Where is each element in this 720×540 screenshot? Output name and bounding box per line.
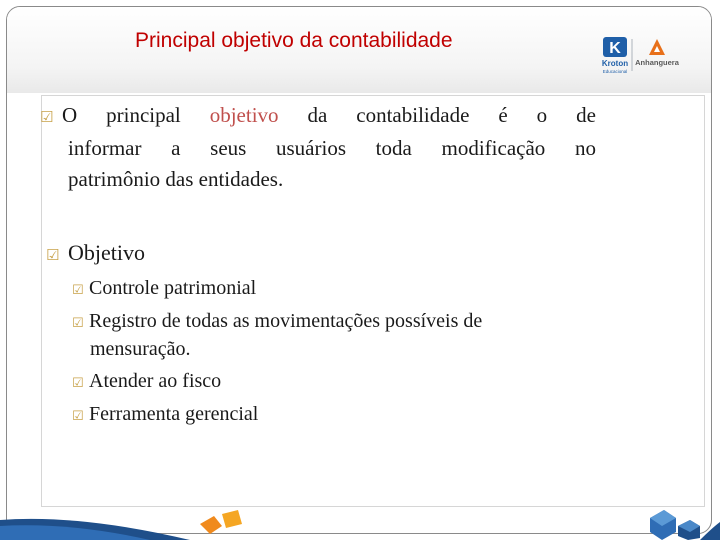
slide-title: Principal objetivo da contabilidade bbox=[135, 29, 453, 52]
paragraph-line-3: patrimônio das entidades. bbox=[68, 167, 284, 191]
slide-frame bbox=[6, 6, 712, 534]
list-item bbox=[72, 366, 221, 399]
section-heading-text: Objetivo bbox=[68, 240, 145, 265]
word: no bbox=[574, 136, 596, 160]
list-item-text: Ferramenta gerencial bbox=[89, 403, 259, 425]
paragraph-line-2 bbox=[40, 133, 596, 164]
footer-decoration bbox=[0, 500, 720, 540]
word: é bbox=[498, 103, 508, 127]
word: toda bbox=[375, 136, 412, 160]
word: usuários bbox=[276, 136, 346, 160]
list-item bbox=[72, 399, 258, 432]
word: seus bbox=[210, 136, 247, 160]
list-item-continuation: mensuração. bbox=[90, 338, 191, 360]
word: modificação bbox=[441, 136, 546, 160]
paragraph-line-1 bbox=[40, 100, 596, 133]
list-item bbox=[72, 273, 256, 306]
footer-orange-shape bbox=[200, 516, 222, 534]
word: informar bbox=[68, 136, 142, 160]
list-item-text: Registro de todas as movimentações possíveis de bbox=[89, 310, 483, 332]
list-item-text: Atender ao fisco bbox=[89, 370, 222, 392]
bullet-icon: ☑ bbox=[40, 108, 54, 126]
bullet-icon: ☑ bbox=[72, 376, 84, 391]
bullet-icon: ☑ bbox=[46, 246, 60, 264]
intro-paragraph bbox=[40, 100, 596, 195]
word: a bbox=[171, 136, 181, 160]
word: o bbox=[536, 103, 548, 127]
word: de bbox=[576, 103, 596, 127]
bullet-icon: ☑ bbox=[72, 409, 84, 424]
highlighted-word: objetivo bbox=[209, 103, 279, 127]
kroton-name: Kroton bbox=[601, 59, 629, 68]
kroton-letter: K bbox=[609, 40, 621, 57]
anhanguera-name: Anhanguera bbox=[635, 58, 679, 67]
list-item-text: Controle patrimonial bbox=[89, 277, 257, 299]
kroton-anhanguera-logo bbox=[601, 35, 701, 77]
word: contabilidade bbox=[356, 103, 470, 127]
kroton-sub: Educacional bbox=[602, 69, 628, 74]
word: principal bbox=[106, 103, 181, 127]
word: da bbox=[307, 103, 328, 127]
bullet-icon: ☑ bbox=[72, 283, 84, 298]
paragraph-first-word: ☑ O bbox=[40, 100, 77, 133]
bullet-icon: ☑ bbox=[72, 316, 84, 331]
list-item bbox=[72, 306, 482, 339]
section-heading bbox=[46, 240, 145, 266]
